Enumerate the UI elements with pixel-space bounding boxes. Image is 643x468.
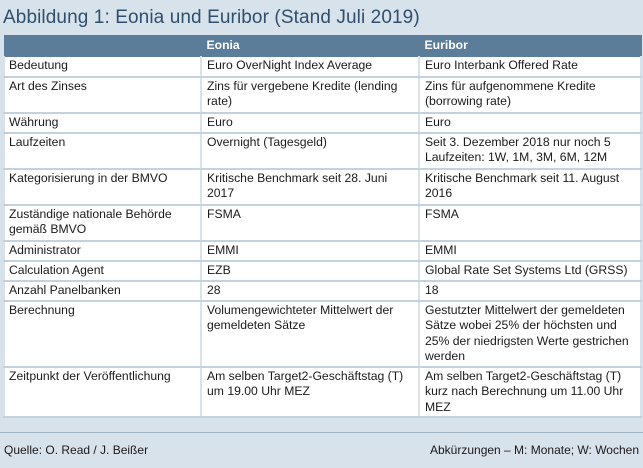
row-label: Kategorisierung in der BMVO <box>4 169 201 205</box>
euribor-cell: Global Rate Set Systems Ltd (GRSS) <box>419 261 641 281</box>
eonia-cell: Zins für vergebene Kredite (lending rate) <box>201 77 419 113</box>
eonia-cell: Volumengewichteter Mittelwert der gemeldeten Sätze <box>201 301 419 367</box>
table-row <box>4 133 641 169</box>
row-label: Anzahl Panelbanken <box>4 281 201 301</box>
euribor-cell: Kritische Benchmark seit 11. August 2016 <box>419 169 641 205</box>
source-note: Quelle: O. Read / J. Beißer <box>4 443 149 457</box>
eonia-cell: EZB <box>201 261 419 281</box>
table-header-row <box>4 36 641 57</box>
header-cell-euribor: Euribor <box>419 36 641 57</box>
eonia-cell: Kritische Benchmark seit 28. Juni 2017 <box>201 169 419 205</box>
row-label: Berechnung <box>4 301 201 367</box>
euribor-cell: 18 <box>419 281 641 301</box>
euribor-cell: Euro <box>419 113 641 133</box>
euribor-cell: Euro Interbank Offered Rate <box>419 57 641 77</box>
figure-footer <box>0 432 643 468</box>
comparison-table-container <box>3 35 640 418</box>
table-row <box>4 169 641 205</box>
eonia-cell: Euro <box>201 113 419 133</box>
comparison-table <box>3 35 642 418</box>
row-label: Zeitpunkt der Veröffentlichung <box>4 367 201 418</box>
header-cell-eonia: Eonia <box>201 36 419 57</box>
eonia-cell: Euro OverNight Index Average <box>201 57 419 77</box>
table-row <box>4 301 641 367</box>
table-row <box>4 113 641 133</box>
figure-title: Abbildung 1: Eonia und Euribor (Stand Juli 2019) <box>3 7 420 28</box>
euribor-cell: Gestutzter Mittelwert der gemeldeten Sätze wobei 25% der höchsten und 25% der niedrigsten Werte gestrichen werden <box>419 301 641 367</box>
euribor-cell: EMMI <box>419 241 641 261</box>
row-label: Calculation Agent <box>4 261 201 281</box>
table-row <box>4 57 641 77</box>
euribor-cell: Zins für aufgenommene Kredite (borrowing rate) <box>419 77 641 113</box>
eonia-cell: Am selben Target2-Geschäftstag (T) um 19.00 Uhr MEZ <box>201 367 419 418</box>
table-row <box>4 261 641 281</box>
table-row <box>4 205 641 241</box>
header-cell-label <box>4 36 201 57</box>
euribor-cell: FSMA <box>419 205 641 241</box>
row-label: Laufzeiten <box>4 133 201 169</box>
table-row <box>4 241 641 261</box>
row-label: Zuständige nationale Behörde gemäß BMVO <box>4 205 201 241</box>
row-label: Art des Zinses <box>4 77 201 113</box>
euribor-cell: Am selben Target2-Geschäftstag (T) kurz nach Berechnung um 11.00 Uhr MEZ <box>419 367 641 418</box>
row-label: Administrator <box>4 241 201 261</box>
table-row <box>4 281 641 301</box>
table-row <box>4 77 641 113</box>
abbreviations-note: Abkürzungen – M: Monate; W: Wochen <box>430 443 639 457</box>
euribor-cell: Seit 3. Dezember 2018 nur noch 5 Laufzeiten: 1W, 1M, 3M, 6M, 12M <box>419 133 641 169</box>
eonia-cell: FSMA <box>201 205 419 241</box>
row-label: Bedeutung <box>4 57 201 77</box>
eonia-cell: 28 <box>201 281 419 301</box>
eonia-cell: EMMI <box>201 241 419 261</box>
row-label: Währung <box>4 113 201 133</box>
table-row <box>4 367 641 418</box>
eonia-cell: Overnight (Tagesgeld) <box>201 133 419 169</box>
